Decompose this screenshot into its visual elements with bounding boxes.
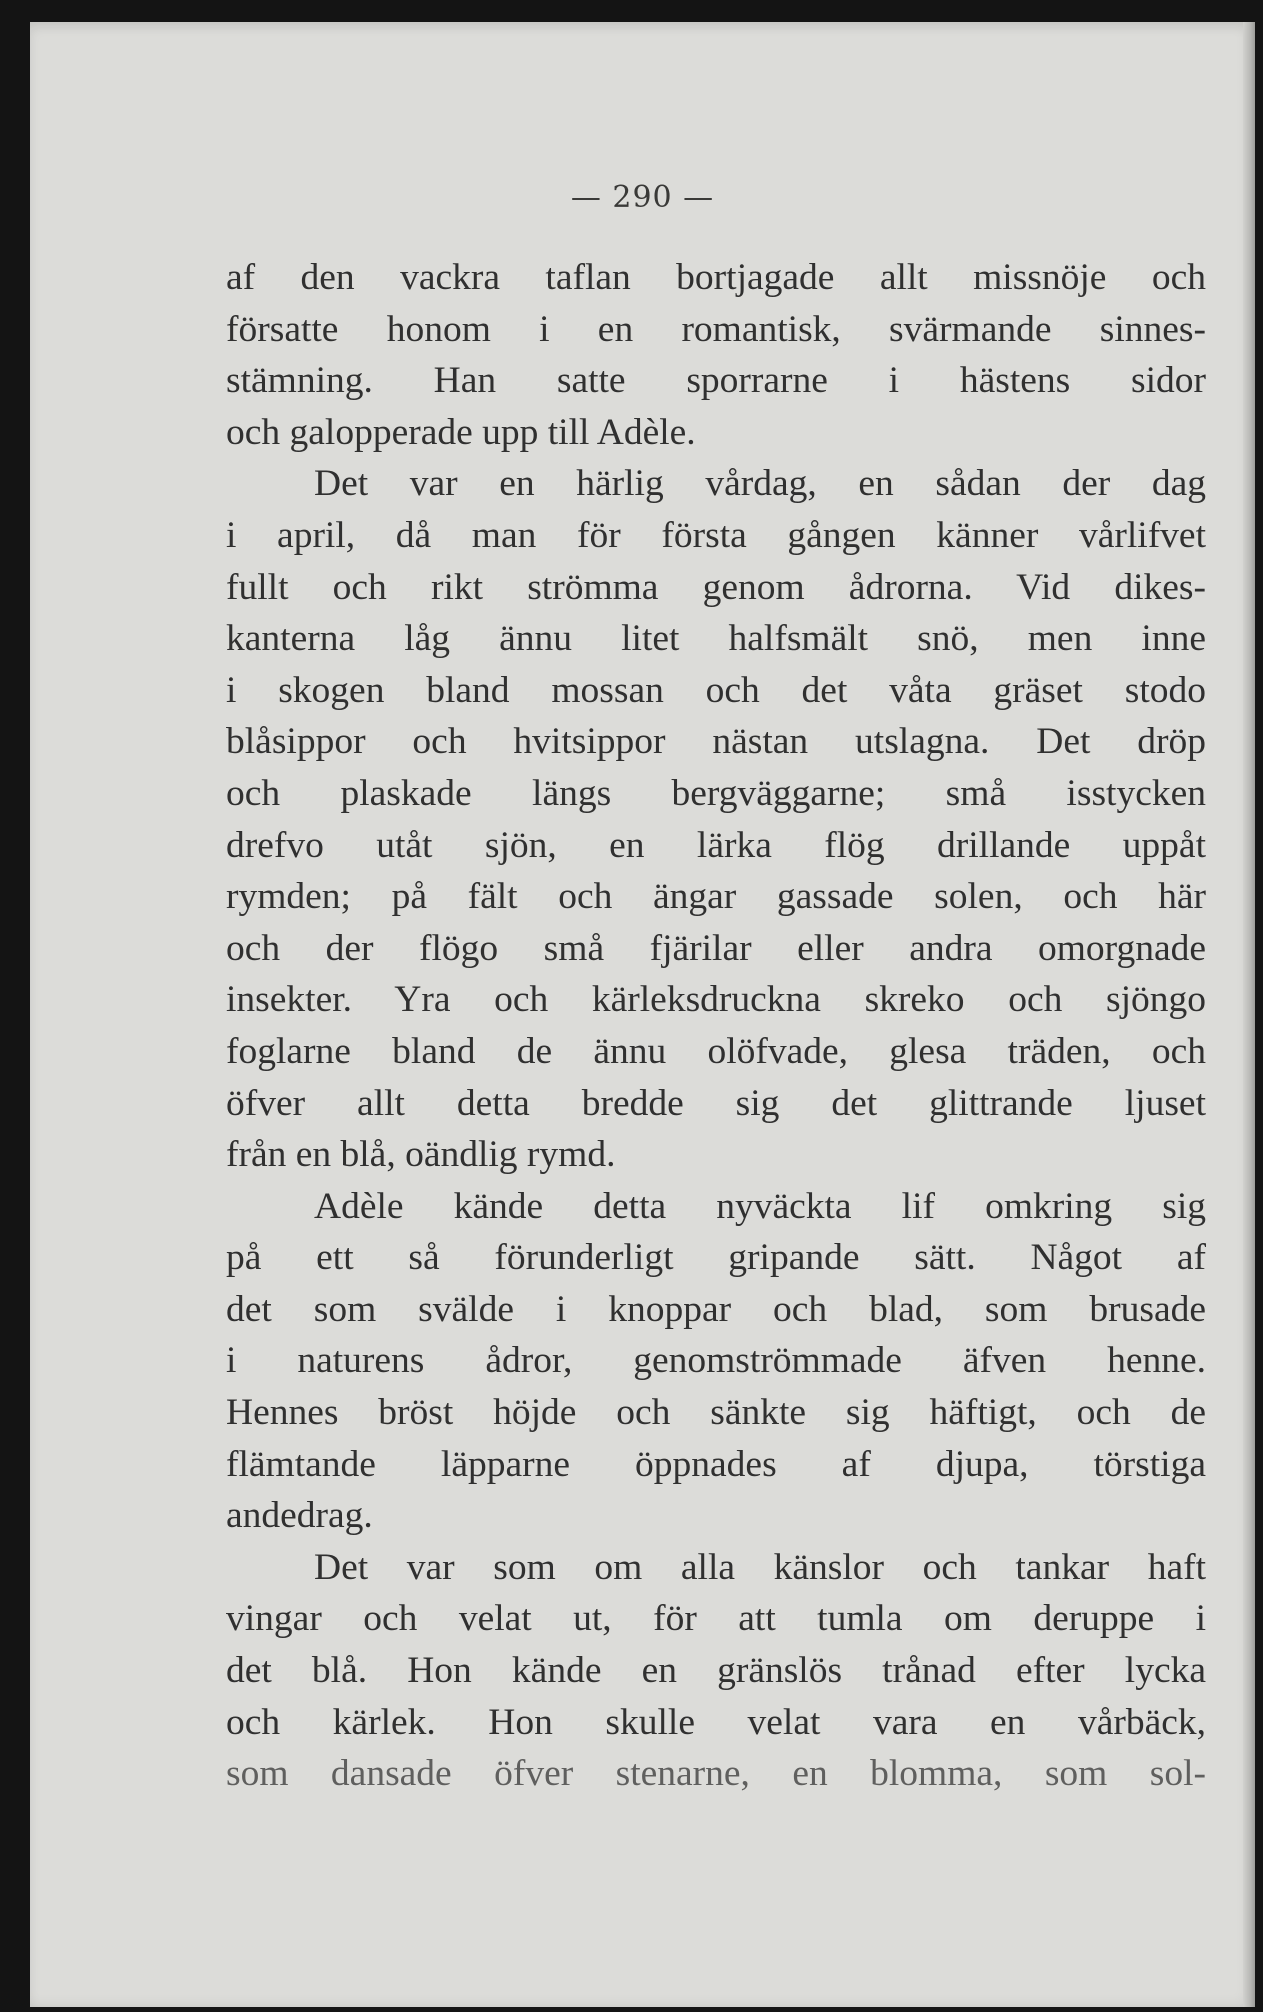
text-line: i skogen bland mossan och det våta gräset stodo [226,669,1206,711]
text-line: insekter. Yra och kärleksdruckna skreko och sjöngo [226,979,1206,1021]
text-line: rymden; på fält och ängar gassade solen, och här [226,876,1206,918]
text-line: och der flögo små fjärilar eller andra omorgnade [226,927,1206,969]
text-line: andedrag. [226,1495,373,1537]
text-line: foglarne bland de ännu olöfvade, glesa träden, och [226,1030,1206,1072]
text-line: och plaskade längs bergväggarne; små isstycken [226,772,1206,814]
text-line: Hennes bröst höjde och sänkte sig häftigt, och de [226,1392,1206,1434]
text-line: som dansade öfver stenarne, en blomma, som sol- [226,1753,1206,1795]
text-line: af den vackra taflan bortjagade allt missnöje och [226,257,1206,298]
text-line: och galopperade upp till Adèle. [226,411,696,453]
text-line: kanterna låg ännu litet halfsmält snö, men inne [226,618,1206,660]
text-line: försatte honom i en romantisk, svärmande sinnes- [226,308,1206,350]
text-line: Adèle kände detta nyväckta lif omkring sig [314,1185,1206,1227]
text-line: drefvo utåt sjön, en lärka flög drillande uppåt [226,824,1206,866]
text-line: stämning. Han satte sporrarne i hästens sidor [226,360,1206,402]
text-line: vingar och velat ut, för att tumla om deruppe i [226,1598,1206,1640]
text-line: i april, då man för första gången känner vårlifvet [226,514,1206,556]
text-line: det blå. Hon kände en gränslös trånad efter lycka [226,1650,1206,1692]
text-line: fullt och rikt strömma genom ådrorna. Vid dikes- [226,566,1206,608]
text-line: blåsippor och hvitsippor nästan utslagna. Det dröp [226,721,1206,763]
text-line: och kärlek. Hon skulle velat vara en vårbäck, [226,1701,1206,1743]
text-line: flämtande läpparne öppnades af djupa, törstiga [226,1443,1206,1485]
text-line: Det var en härlig vårdag, en sådan der dag [314,463,1206,505]
text-line: på ett så förunderligt gripande sätt. Något af [226,1237,1206,1279]
text-line: öfver allt detta bredde sig det glittrande ljuset [226,1082,1206,1124]
text-line: från en blå, oändlig rymd. [226,1134,616,1176]
text-line: det som svälde i knoppar och blad, som brusade [226,1288,1206,1330]
body-text [226,252,1206,1800]
page-number: — 290 — [570,180,715,215]
text-line: Det var som om alla känslor och tankar haft [314,1546,1206,1588]
page-sheet [30,22,1255,2007]
text-line: i naturens ådror, genomströmmade äfven henne. [226,1340,1206,1382]
page-edge [1243,22,1255,2007]
